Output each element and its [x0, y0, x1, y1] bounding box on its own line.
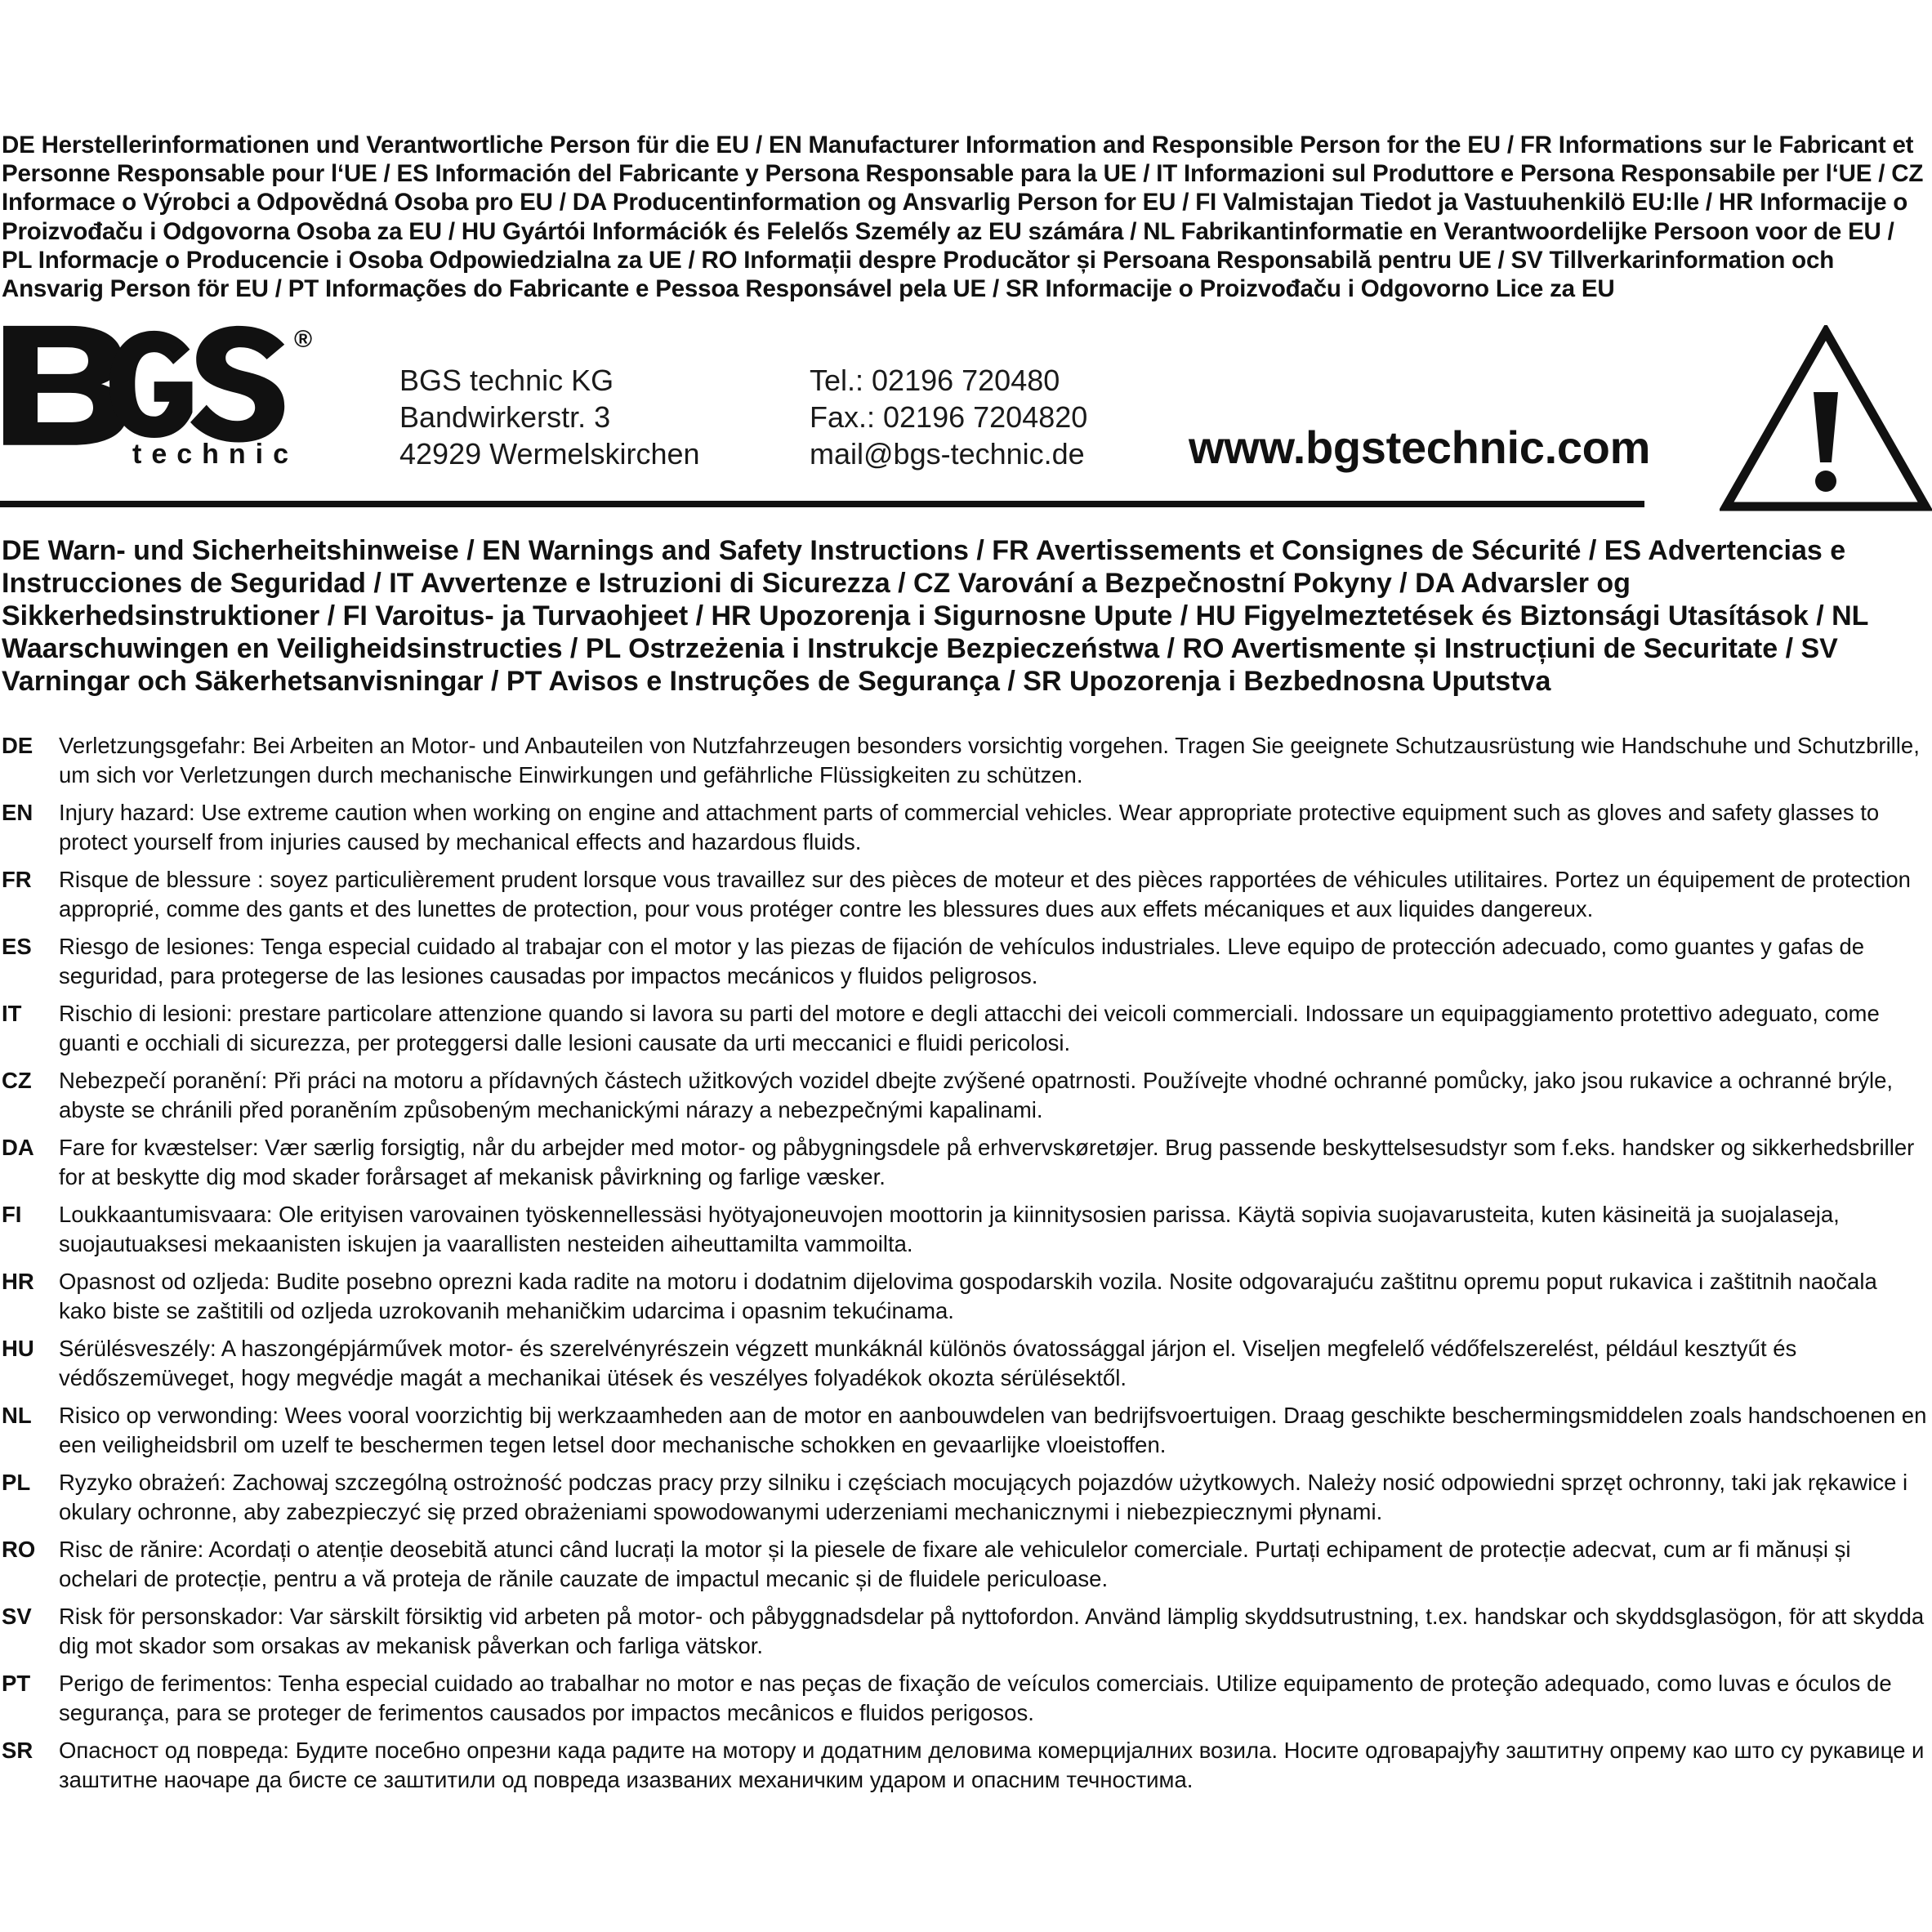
company-name: BGS technic KG	[399, 364, 614, 397]
language-code: HR	[2, 1269, 34, 1294]
warnings-heading: DE Warn- und Sicherheitshinweise / EN Warnings and Safety Instructions / FR Avertissements et Consignes de Sécurité / ES Advertencias e Instrucciones de Seguridad / IT Avvertenze e Istruzioni di Sicurezza / CZ Varování a Bezpečnostní Pokyny / DA Advarsler og Sikkerhedsinstruktioner / FI Varoitus- ja Turvaohjeet / HR Upozorenja i Sigurnosne Upute / HU Figyelmeztetések és Biztonsági Utasítások / NL Waarschuwingen en Veiligheidsinstructies / PL Ostrzeżenia i Instrukcje Bezpieczeństwa / RO Avertismente și Instrucțiuni de Securitate / SV Varningar och Säkerhetsanvisningar / PT Avisos e Instruções de Segurança / SR Upozorenja i Bezbednosna Uputstva	[2, 535, 1868, 697]
warning-text: Injury hazard: Use extreme caution when working on engine and attachment parts of commercial vehicles. Wear appropriate protective equipment such as gloves and safety glasses to protect yourself from injuries caused by mechanical effects and hazardous fluids.	[59, 800, 1880, 854]
contact-tel: Tel.: 02196 720480	[810, 364, 1060, 397]
warning-text: Verletzungsgefahr: Bei Arbeiten an Motor- und Anbauteilen von Nutzfahrzeugen besonders vorsichtig vorgehen. Tragen Sie geeignete Schutzausrüstung wie Handschuhe und Schutzbrille, um sich vor Verletzungen durch mechanische Einwirkungen und gefährliche Flüssigkeiten zu schützen.	[59, 733, 1920, 788]
company-street: Bandwirkerstr. 3	[399, 400, 611, 434]
language-code: FR	[2, 867, 32, 892]
list-item	[0, 1267, 1930, 1334]
language-code: DA	[2, 1135, 34, 1160]
list-item	[0, 999, 1930, 1066]
warning-list	[0, 731, 1930, 1803]
list-item	[0, 1200, 1930, 1267]
language-code: FI	[2, 1202, 22, 1227]
list-item	[0, 1401, 1930, 1468]
language-code: NL	[2, 1403, 32, 1428]
company-contact	[810, 362, 1087, 472]
warning-text: Perigo de ferimentos: Tenha especial cuidado ao trabalhar no motor e nas peças de fixação de veículos comerciais. Utilize equipamento de proteção adequado, como luvas e óculos de segurança, para se proteger de ferimentos causados por impactos mecânicos e fluidos perigosos.	[59, 1671, 1892, 1725]
website-link[interactable]: www.bgstechnic.com	[1189, 422, 1651, 473]
list-item	[0, 1602, 1930, 1669]
list-item	[0, 1535, 1930, 1602]
list-item	[0, 1468, 1930, 1535]
warning-text: Fare for kvæstelser: Vær særlig forsigtig, når du arbejder med motor- og påbygningsdele på erhvervskøretøjer. Brug passende beskyttelsesudstyr som f.eks. handsker og sikkerhedsbriller for at beskytte dig mod skader forårsaget af mekanisk påvirkning og farlige væsker.	[59, 1135, 1915, 1189]
warning-text: Rischio di lesioni: prestare particolare attenzione quando si lavora su parti del motore e degli attacchi dei veicoli commerciali. Indossare un equipaggiamento protettivo adeguato, come guanti e occhiali di sicurezza, per proteggersi dalle lesioni causate da urti meccanici e fluidi pericolosi.	[59, 1001, 1880, 1055]
list-item	[0, 1066, 1930, 1133]
language-code: CZ	[2, 1068, 32, 1093]
language-code: ES	[2, 934, 32, 959]
language-code: PT	[2, 1671, 31, 1696]
list-item	[0, 1669, 1930, 1736]
contact-mail[interactable]: mail@bgs-technic.de	[810, 437, 1085, 471]
manufacturer-info-heading: DE Herstellerinformationen und Verantwortliche Person für die EU / EN Manufacturer Information and Responsible Person for the EU / FR Informations sur le Fabricant et Personne Responsable pour l‘UE / ES Información del Fabricante y Persona Responsable para la UE / IT Informazioni sul Produttore e Persona Responsabile per l‘UE / CZ Informace o Výrobci a Odpovědná Osoba pro EU / DA Producentinformation og Ansvarlig Person for EU / FI Valmistajan Tiedot ja Vastuuhenkilö EU:lle / HR Informacije o Proizvođaču i Odgovorna Osoba za EU / HU Gyártói Információk és Felelős Személy az EU számára / NL Fabrikantinformatie en Verantwoordelijke Persoon voor de EU / PL Informacje o Producencie i Osoba Odpowiedzialna za UE / RO Informații despre Producător și Persoana Responsabilă pentru UE / SV Tillverkarinformation och Ansvarig Person för EU / PT Informações do Fabricante e Pessoa Responsável pela UE / SR Informacije o Proizvođaču i Odgovorno Lice za EU	[2, 132, 1924, 303]
warning-text: Loukkaantumisvaara: Ole erityisen varovainen työskennellessäsi hyötyajoneuvojen moottorin ja kiinnitysosien parissa. Käytä sopivia suojavarusteita, kuten käsineitä ja suojalaseja, suojautuaksesi mekaanisten iskujen ja vaarallisten nesteiden aiheuttamilta vammoilta.	[59, 1202, 1840, 1256]
contact-fax: Fax.: 02196 7204820	[810, 400, 1088, 434]
warning-text: Nebezpečí poranění: Při práci na motoru a přídavných částech užitkových vozidel dbejte zvýšené opatrnosti. Používejte vhodné ochranné pomůcky, jako jsou rukavice a ochranné brýle, abyste se chránili před poraněním způsobeným mechanickými nárazy a nebezpečnými kapalinami.	[59, 1068, 1894, 1122]
header-divider	[0, 501, 1644, 507]
company-city: 42929 Wermelskirchen	[399, 437, 700, 471]
warning-text: Opasnost od ozljeda: Budite posebno oprezni kada radite na motoru i dodatnim dijelovima gospodarskih vozila. Nosite odgovarajuću zaštitnu opremu poput rukavica i zaštitnih naočala kako biste se zaštitili od ozljeda uzrokovanih mehaničkim udarcima i opasnim tekućinama.	[59, 1269, 1877, 1323]
warning-text: Ryzyko obrażeń: Zachowaj szczególną ostrożność podczas pracy przy silniku i częściach mocujących pojazdów użytkowych. Należy nosić odpowiedni sprzęt ochronny, taki jak rękawice i okulary ochronne, aby zabezpieczyć się przed obrażeniami spowodowanymi uderzeniami mechanicznymi i niebezpiecznymi płynami.	[59, 1470, 1908, 1524]
list-item	[0, 1736, 1930, 1803]
registered-mark: ®	[294, 326, 313, 353]
language-code: IT	[2, 1001, 22, 1026]
warning-text: Risc de rănire: Acordați o atenție deosebită atunci când lucrați la motor și la piesele de fixare ale vehiculelor comerciale. Purtați echipament de protecție adecvat, cum ar fi mănuși și ochelari de protecție, pentru a vă proteja de rănile cauzate de impactul mecanic și de fluidele periculoase.	[59, 1537, 1851, 1591]
language-code: SR	[2, 1738, 33, 1763]
logo-subtext: technic	[132, 439, 299, 470]
list-item	[0, 932, 1930, 999]
warning-text: Riesgo de lesiones: Tenga especial cuidado al trabajar con el motor y las piezas de fijación de vehículos industriales. Lleve equipo de protección adecuado, como guantes y gafas de seguridad, para protegerse de las lesiones causadas por impactos mecánicos y fluidos peligrosos.	[59, 934, 1865, 988]
warning-text: Опасност од повреда: Будите посебно опрезни када радите на мотору и додатним деловима комерцијалних возила. Носите одговарајућу заштитну опрему као што су рукавице и заштитне наочаре да бисте се заштитили од повреда изазваних механичким ударом и опасним течностима.	[59, 1738, 1925, 1792]
warning-text: Risque de blessure : soyez particulièrement prudent lorsque vous travaillez sur des pièces de moteur et des pièces rapportées de véhicules utilitaires. Portez un équipement de protection approprié, comme des gants et des lunettes de protection, pour vous protéger contre les blessures dues aux effets mécaniques et aux liquides dangereux.	[59, 867, 1911, 921]
language-code: DE	[2, 733, 33, 758]
language-code: EN	[2, 800, 33, 825]
warning-text: Risk för personskador: Var särskilt försiktig vid arbeten på motor- och påbyggnadsdelar på nyttofordon. Använd lämplig skyddsutrustning, t.ex. handskar och skyddsglasögon, för att skydda dig mot skador som orsakas av mekanisk påverkan och farliga vätskor.	[59, 1604, 1925, 1658]
list-item	[0, 798, 1930, 865]
language-code: HU	[2, 1336, 34, 1361]
list-item	[0, 1133, 1930, 1200]
warning-triangle-icon	[1720, 325, 1932, 513]
warning-text: Sérülésveszély: A haszongépjárművek motor- és szerelvényrészein végzett munkáknál különös óvatossággal járjon el. Viseljen megfelelő védőfelszerelést, például kesztyűt és védőszemüveget, hogy megvédje magát a mechanikai ütések és veszélyes folyadékok okozta sérülésektől.	[59, 1336, 1797, 1390]
company-address	[399, 362, 700, 472]
language-code: SV	[2, 1604, 32, 1629]
list-item	[0, 731, 1930, 798]
list-item	[0, 1334, 1930, 1401]
list-item	[0, 865, 1930, 932]
warning-text: Risico op verwonding: Wees vooral voorzichtig bij werkzaamheden aan de motor en aanbouwdelen van bedrijfsvoertuigen. Draag geschikte beschermingsmiddelen zoals handschoenen en een veiligheidsbril om uzelf te beschermen tegen letsel door mechanische schokken en gevaarlijke vloeistoffen.	[59, 1403, 1927, 1457]
bgs-technic-logo	[0, 323, 323, 474]
language-code: RO	[2, 1537, 36, 1562]
language-code: PL	[2, 1470, 31, 1495]
